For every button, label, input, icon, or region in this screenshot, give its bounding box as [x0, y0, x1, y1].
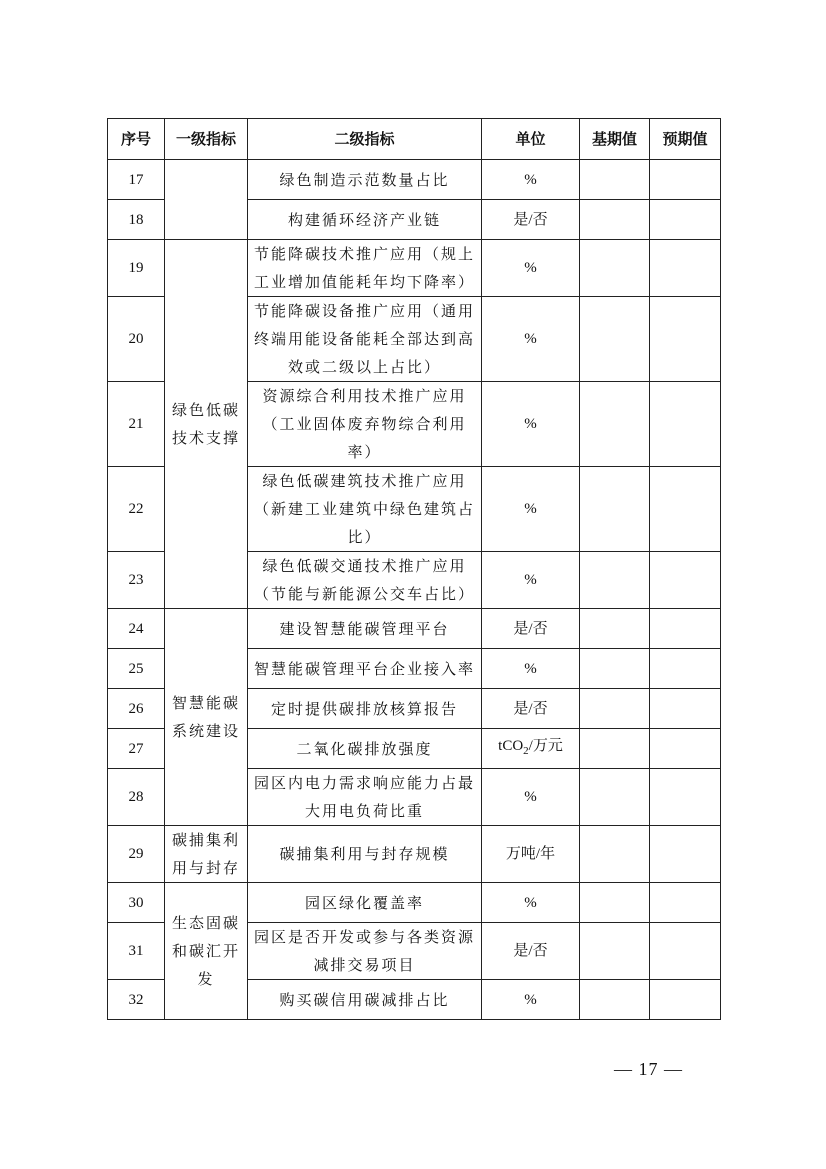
target-value-cell[interactable]	[650, 297, 721, 382]
indicator-table	[107, 118, 721, 1020]
table-row	[108, 160, 721, 200]
unit-cell: %	[482, 980, 580, 1020]
level2-indicator: 定时提供碳排放核算报告	[248, 689, 482, 729]
unit-cell: %	[482, 883, 580, 923]
unit-cell: 是/否	[482, 609, 580, 649]
target-value-cell[interactable]	[650, 160, 721, 200]
unit-cell: 是/否	[482, 689, 580, 729]
header-target-value: 预期值	[650, 119, 721, 160]
level1-group-smart-carbon: 智慧能碳 系统建设	[165, 609, 248, 826]
unit-cell: 万吨/年	[482, 826, 580, 883]
level2-indicator: 智慧能碳管理平台企业接入率	[248, 649, 482, 689]
level2-indicator: 园区是否开发或参与各类资源 减排交易项目	[248, 923, 482, 980]
row-seq: 21	[108, 382, 165, 467]
header-unit: 单位	[482, 119, 580, 160]
unit-cell: %	[482, 552, 580, 609]
base-value-cell[interactable]	[580, 382, 650, 467]
base-value-cell[interactable]	[580, 160, 650, 200]
level2-indicator: 购买碳信用碳减排占比	[248, 980, 482, 1020]
row-seq: 25	[108, 649, 165, 689]
level2-indicator: 碳捕集利用与封存规模	[248, 826, 482, 883]
target-value-cell[interactable]	[650, 689, 721, 729]
header-level2: 二级指标	[248, 119, 482, 160]
unit-cell: %	[482, 160, 580, 200]
level1-group-green-tech: 绿色低碳 技术支撑	[165, 240, 248, 609]
row-seq: 19	[108, 240, 165, 297]
unit-cell: %	[482, 649, 580, 689]
level2-indicator: 节能降碳技术推广应用（规上 工业增加值能耗年均下降率）	[248, 240, 482, 297]
table-row	[108, 240, 721, 297]
base-value-cell[interactable]	[580, 883, 650, 923]
base-value-cell[interactable]	[580, 769, 650, 826]
level2-indicator: 绿色低碳建筑技术推广应用 （新建工业建筑中绿色建筑占 比）	[248, 467, 482, 552]
row-seq: 32	[108, 980, 165, 1020]
header-seq: 序号	[108, 119, 165, 160]
unit-cell: %	[482, 769, 580, 826]
unit-cell: %	[482, 467, 580, 552]
unit-cell: tCO$_2$/万元	[482, 729, 580, 769]
page-number: — 17 —	[614, 1059, 683, 1079]
row-seq: 31	[108, 923, 165, 980]
target-value-cell[interactable]	[650, 769, 721, 826]
target-value-cell[interactable]	[650, 552, 721, 609]
level2-indicator: 二氧化碳排放强度	[248, 729, 482, 769]
table-row	[108, 883, 721, 923]
target-value-cell[interactable]	[650, 883, 721, 923]
header-level1: 一级指标	[165, 119, 248, 160]
target-value-cell[interactable]	[650, 200, 721, 240]
target-value-cell[interactable]	[650, 729, 721, 769]
base-value-cell[interactable]	[580, 467, 650, 552]
level2-indicator: 园区内电力需求响应能力占最 大用电负荷比重	[248, 769, 482, 826]
unit-cell: %	[482, 297, 580, 382]
base-value-cell[interactable]	[580, 729, 650, 769]
target-value-cell[interactable]	[650, 467, 721, 552]
row-seq: 27	[108, 729, 165, 769]
base-value-cell[interactable]	[580, 689, 650, 729]
base-value-cell[interactable]	[580, 609, 650, 649]
level2-indicator: 园区绿化覆盖率	[248, 883, 482, 923]
level2-indicator: 绿色低碳交通技术推广应用 （节能与新能源公交车占比）	[248, 552, 482, 609]
row-seq: 28	[108, 769, 165, 826]
base-value-cell[interactable]	[580, 297, 650, 382]
base-value-cell[interactable]	[580, 240, 650, 297]
level2-indicator: 绿色制造示范数量占比	[248, 160, 482, 200]
row-seq: 23	[108, 552, 165, 609]
table-row	[108, 826, 721, 883]
row-seq: 22	[108, 467, 165, 552]
table-header-row	[108, 119, 721, 160]
unit-cell: 是/否	[482, 200, 580, 240]
target-value-cell[interactable]	[650, 240, 721, 297]
row-seq: 20	[108, 297, 165, 382]
level1-group-empty	[165, 160, 248, 240]
level2-indicator: 节能降碳设备推广应用（通用 终端用能设备能耗全部达到高 效或二级以上占比）	[248, 297, 482, 382]
row-seq: 24	[108, 609, 165, 649]
target-value-cell[interactable]	[650, 649, 721, 689]
base-value-cell[interactable]	[580, 552, 650, 609]
target-value-cell[interactable]	[650, 609, 721, 649]
table-row	[108, 609, 721, 649]
row-seq: 17	[108, 160, 165, 200]
target-value-cell[interactable]	[650, 923, 721, 980]
level2-indicator: 资源综合利用技术推广应用 （工业固体废弃物综合利用 率）	[248, 382, 482, 467]
level2-indicator: 构建循环经济产业链	[248, 200, 482, 240]
base-value-cell[interactable]	[580, 826, 650, 883]
unit-cell: 是/否	[482, 923, 580, 980]
target-value-cell[interactable]	[650, 826, 721, 883]
base-value-cell[interactable]	[580, 923, 650, 980]
header-base-value: 基期值	[580, 119, 650, 160]
row-seq: 18	[108, 200, 165, 240]
base-value-cell[interactable]	[580, 980, 650, 1020]
unit-cell: %	[482, 240, 580, 297]
row-seq: 30	[108, 883, 165, 923]
base-value-cell[interactable]	[580, 200, 650, 240]
row-seq: 26	[108, 689, 165, 729]
target-value-cell[interactable]	[650, 980, 721, 1020]
unit-cell: %	[482, 382, 580, 467]
row-seq: 29	[108, 826, 165, 883]
base-value-cell[interactable]	[580, 649, 650, 689]
level2-indicator: 建设智慧能碳管理平台	[248, 609, 482, 649]
target-value-cell[interactable]	[650, 382, 721, 467]
level1-group-carbon-sink: 生态固碳 和碳汇开 发	[165, 883, 248, 1020]
level1-group-ccus: 碳捕集利 用与封存	[165, 826, 248, 883]
